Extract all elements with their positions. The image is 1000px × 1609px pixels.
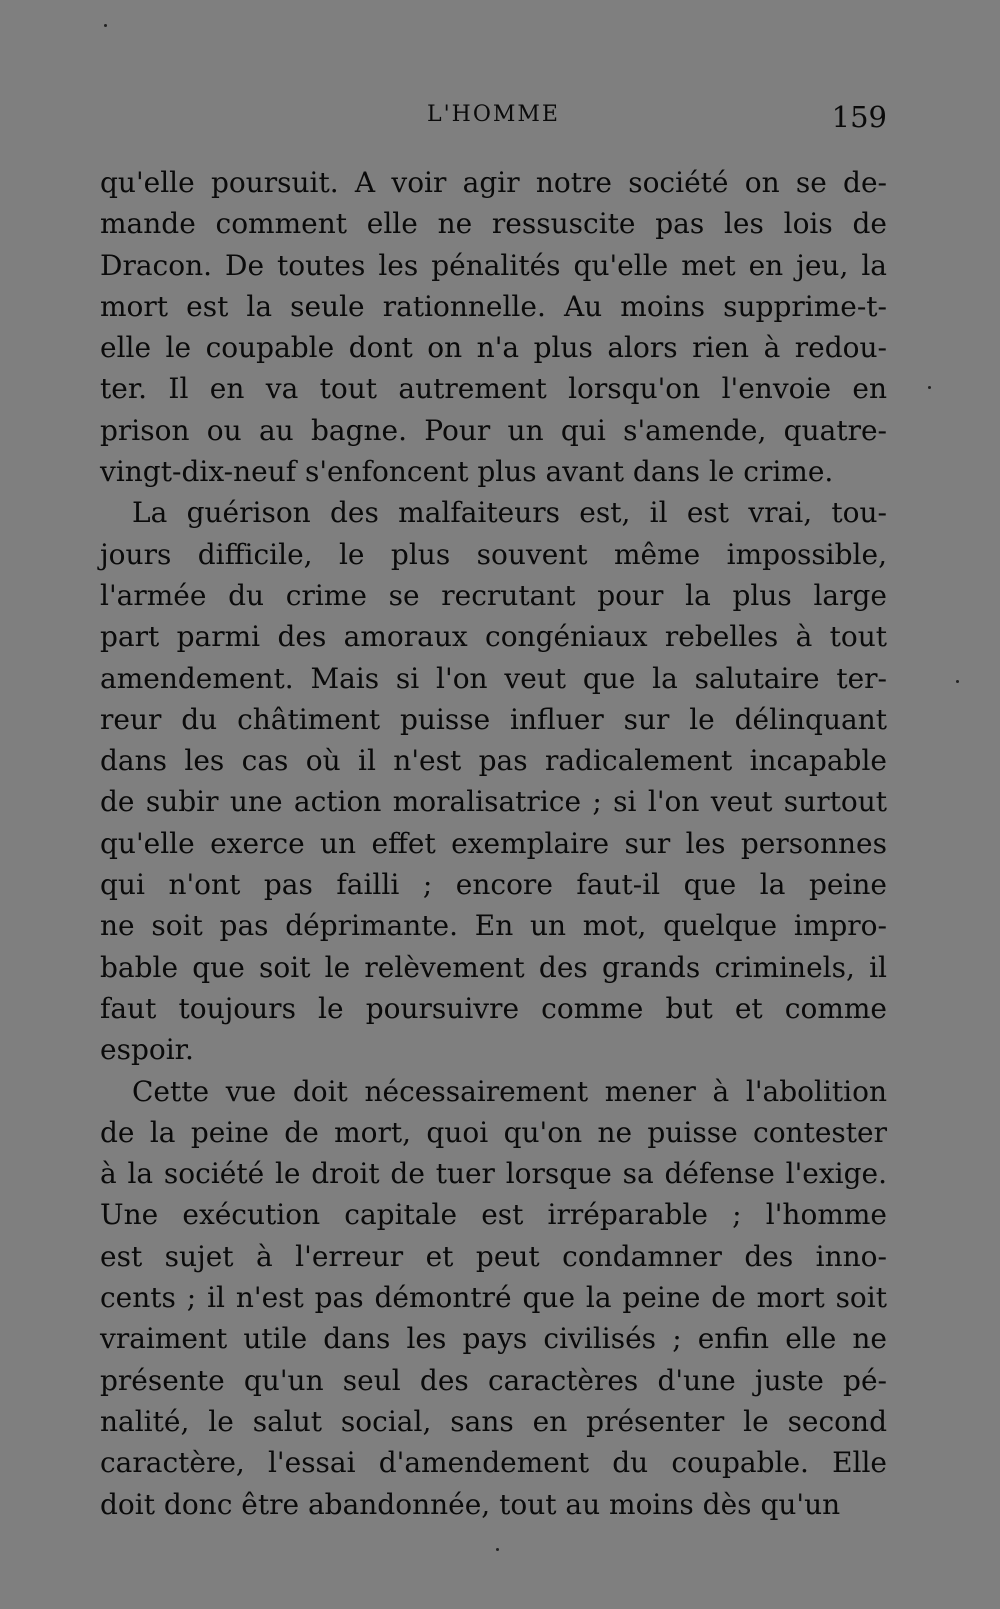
text-line: La guérison des malfaiteurs est, il est vrai, tou- xyxy=(132,496,887,530)
text-line: qui n'ont pas failli ; encore faut-il que la peine xyxy=(100,868,887,902)
text-line: est sujet à l'erreur et peut condamner des inno- xyxy=(100,1239,887,1273)
body-text xyxy=(100,162,887,1525)
text-line: présente qu'un seul des caractères d'une juste pé- xyxy=(100,1363,887,1397)
paragraph xyxy=(100,1071,887,1525)
paragraph xyxy=(100,162,887,492)
running-title: L'HOMME xyxy=(427,102,560,127)
text-line: à la société le droit de tuer lorsque sa défense l'exige. xyxy=(100,1157,887,1191)
text-line: doit donc être abandonnée, tout au moins dès qu'un xyxy=(100,1487,841,1521)
text-line: ne soit pas déprimante. En un mot, quelque impro- xyxy=(100,909,887,943)
text-line: cents ; il n'est pas démontré que la peine de mort soit xyxy=(100,1281,887,1315)
text-line: jours difficile, le plus souvent même impossible, xyxy=(100,537,887,571)
text-line: de subir une action moralisatrice ; si l'on veut surtout xyxy=(100,785,887,819)
text-line: qu'elle exerce un effet exemplaire sur les personnes xyxy=(100,826,887,860)
text-line: bable que soit le relèvement des grands criminels, il xyxy=(100,950,887,984)
text-line: vingt-dix-neuf s'enfoncent plus avant dans le crime. xyxy=(100,455,834,489)
text-line: de la peine de mort, quoi qu'on ne puisse contester xyxy=(100,1115,887,1149)
text-line: Dracon. De toutes les pénalités qu'elle met en jeu, la xyxy=(100,248,887,282)
text-line: nalité, le salut social, sans en présenter le second xyxy=(100,1404,887,1438)
print-speck xyxy=(956,680,959,683)
print-speck xyxy=(104,24,107,27)
text-line: amendement. Mais si l'on veut que la salutaire ter- xyxy=(100,661,887,695)
text-line: Une exécution capitale est irréparable ; l'homme xyxy=(100,1198,887,1232)
text-line: caractère, l'essai d'amendement du coupable. Elle xyxy=(100,1446,887,1480)
print-speck xyxy=(496,1548,499,1551)
paragraph xyxy=(100,492,887,1070)
text-line: prison ou au bagne. Pour un qui s'amende, quatre- xyxy=(100,413,887,447)
text-line: faut toujours le poursuivre comme but et comme xyxy=(100,991,887,1025)
text-line: elle le coupable dont on n'a plus alors rien à redou- xyxy=(100,331,887,365)
text-line: l'armée du crime se recrutant pour la plus large xyxy=(100,578,887,612)
text-line: mort est la seule rationnelle. Au moins supprime-t- xyxy=(100,289,887,323)
text-line: Cette vue doit nécessairement mener à l'abolition xyxy=(132,1074,887,1108)
page-number: 159 xyxy=(831,100,887,134)
print-speck xyxy=(928,386,931,389)
text-line: qu'elle poursuit. A voir agir notre société on se de- xyxy=(100,166,887,199)
text-line: espoir. xyxy=(100,1033,194,1067)
text-line: mande comment elle ne ressuscite pas les lois de xyxy=(100,207,887,241)
text-line: reur du châtiment puisse influer sur le délinquant xyxy=(100,702,887,736)
running-head xyxy=(100,100,887,140)
text-line: part parmi des amoraux congéniaux rebelles à tout xyxy=(100,620,887,654)
text-line: ter. Il en va tout autrement lorsqu'on l'envoie en xyxy=(100,372,887,406)
text-line: dans les cas où il n'est pas radicalement incapable xyxy=(100,744,887,778)
text-line: vraiment utile dans les pays civilisés ; enfin elle ne xyxy=(100,1322,887,1356)
